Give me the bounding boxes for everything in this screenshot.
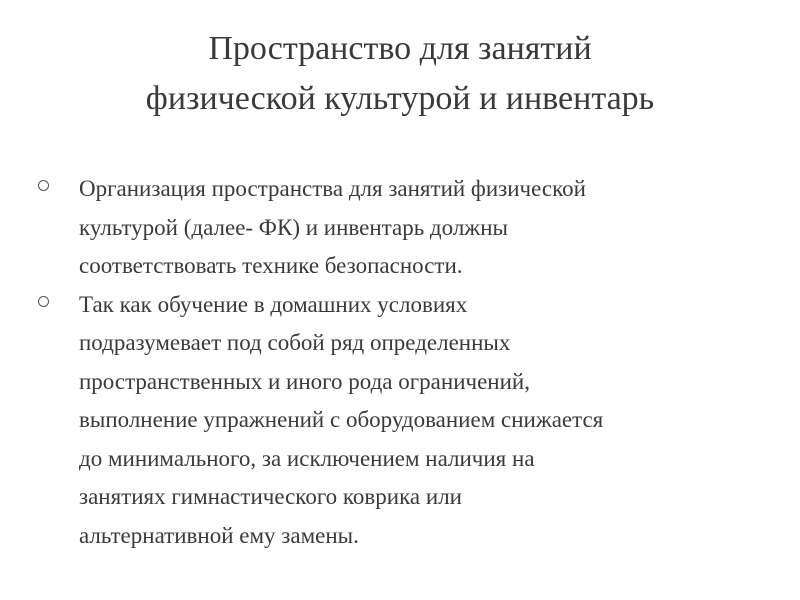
- hollow-circle-bullet-icon: [38, 296, 49, 307]
- bullet-line: подразумевает под собой ряд определенных: [79, 330, 511, 355]
- bullet-item: [38, 170, 758, 286]
- bullet-line: занятиях гимнастического коврика или: [79, 484, 462, 509]
- bullet-line: культурой (далее- ФК) и инвентарь должны: [79, 214, 508, 240]
- bullet-line: альтернативной ему замены.: [79, 522, 359, 548]
- bullet-line: Организация пространства для занятий физической: [79, 176, 586, 201]
- slide-title-line: Пространство для занятий: [208, 30, 592, 67]
- bullet-item: [38, 286, 758, 556]
- bullet-line: соответствовать технике безопасности.: [79, 253, 463, 278]
- slide-title-line: физической культурой и инвентарь: [145, 80, 655, 117]
- bullet-line: пространственных и иного рода ограничений,: [79, 368, 530, 394]
- bullet-line: до минимального, за исключением наличия на: [79, 445, 535, 471]
- hollow-circle-bullet-icon: [38, 180, 49, 191]
- bullet-line: выполнение упражнений с оборудованием снижается: [79, 407, 604, 432]
- bullet-list: [38, 170, 758, 555]
- bullet-line: Так как обучение в домашних условиях: [79, 291, 468, 317]
- slide-title: [40, 24, 760, 124]
- bullet-text: [79, 170, 758, 286]
- bullet-text: [79, 286, 758, 556]
